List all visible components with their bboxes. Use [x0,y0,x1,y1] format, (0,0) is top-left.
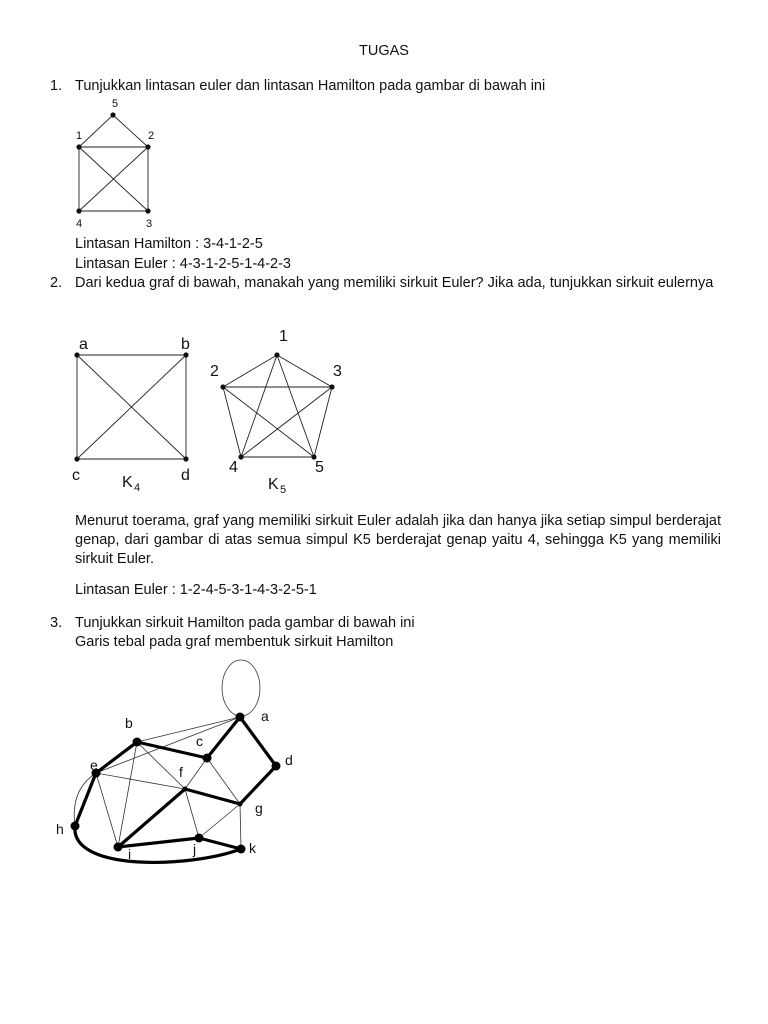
q3-label-d: d [285,752,293,768]
q1-label-3: 3 [146,218,153,230]
k4-label-a: a [79,336,88,353]
q3-label-g: g [255,800,263,816]
q2-number: 2. [50,275,63,291]
q3-question: Tunjukkan sirkuit Hamilton pada gambar di bawah ini [75,615,415,631]
q3-vertex-c [203,754,212,763]
q3-label-e: e [90,757,98,773]
q3-loop-a [222,660,260,716]
k4-caption: K [122,474,133,491]
q3-vertex-h [71,822,80,831]
k4-label-d: d [181,467,190,484]
document-title: TUGAS [359,43,409,59]
q1-label-4: 4 [76,218,83,230]
q3-label-b: b [125,715,133,731]
k5-label-2: 2 [210,363,219,380]
k4-label-c: c [72,467,80,484]
q1-label-5: 5 [112,98,119,110]
q3-number: 3. [50,615,63,631]
q3-label-h: h [56,821,64,837]
q1-question: Tunjukkan lintasan euler dan lintasan Hamilton pada gambar di bawah ini [75,78,546,94]
q3-label-i: i [128,846,132,862]
q1-hamilton-answer: Lintasan Hamilton : 3-4-1-2-5 [75,236,263,252]
q3-label-f: f [179,764,183,780]
q3-vertex-g [238,802,243,807]
k5-caption-subscript: 5 [280,484,287,496]
k4-caption-subscript: 4 [134,482,141,494]
q2-question: Dari kedua graf di bawah, manakah yang memiliki sirkuit Euler? Jika ada, tunjukkan sirkuit eulernya [75,275,714,291]
q3-label-a: a [261,708,269,724]
q1-number: 1. [50,78,63,94]
k5-caption: K [268,476,279,493]
q3-label-j: j [193,841,197,857]
k4-label-b: b [181,336,190,353]
q3-vertex-k [237,845,246,854]
q1-euler-answer: Lintasan Euler : 4-3-1-2-5-1-4-2-3 [75,256,291,272]
q3-label-k: k [249,840,256,856]
q3-label-c: c [196,733,203,749]
q1-label-2: 2 [148,130,155,142]
q3-vertex-b [133,738,142,747]
q3-vertex-a [236,713,245,722]
q1-label-1: 1 [76,130,83,142]
q3-note: Garis tebal pada graf membentuk sirkuit Hamilton [75,634,394,650]
k5-label-4: 4 [229,459,238,476]
q3-vertex-i [114,843,123,852]
q2-explanation: Menurut toerama, graf yang memiliki sirkuit Euler adalah jika dan hanya jika setiap simpul berderajat genap, dari gambar di atas semua simpul K5 berderajat genap yaitu 4, sehingga K5 yang memiliki sirkuit Euler. [75,513,721,567]
k5-label-5: 5 [315,459,324,476]
q3-vertex-f [183,787,188,792]
k5-label-3: 3 [333,363,342,380]
q3-vertex-d [272,762,281,771]
k5-label-1: 1 [279,328,288,345]
q2-euler-answer: Lintasan Euler : 1-2-4-5-3-1-4-3-2-5-1 [75,582,317,598]
